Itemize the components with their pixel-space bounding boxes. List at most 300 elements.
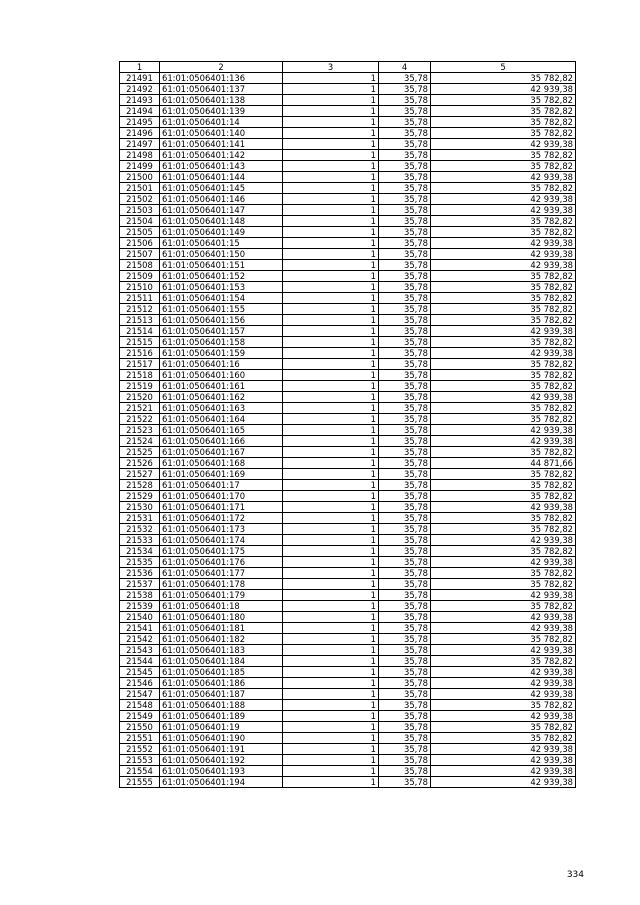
cell-row-number: 21500 xyxy=(120,172,160,183)
cell-cadastral-number: 61:01:0506401:151 xyxy=(160,260,283,271)
cell-cadastral-number: 61:01:0506401:163 xyxy=(160,403,283,414)
cell-row-number: 21502 xyxy=(120,194,160,205)
cell-amount: 35 782,82 xyxy=(431,524,576,535)
cell-value: 35,78 xyxy=(379,359,431,370)
table-row xyxy=(120,238,576,249)
cell-row-number: 21494 xyxy=(120,106,160,117)
cell-value: 35,78 xyxy=(379,579,431,590)
cell-value: 35,78 xyxy=(379,656,431,667)
cell-cadastral-number: 61:01:0506401:188 xyxy=(160,700,283,711)
cell-row-number: 21531 xyxy=(120,513,160,524)
cell-cadastral-number: 61:01:0506401:141 xyxy=(160,139,283,150)
cell-amount: 35 782,82 xyxy=(431,128,576,139)
cell-quantity: 1 xyxy=(283,106,379,117)
cell-value: 35,78 xyxy=(379,194,431,205)
cell-row-number: 21532 xyxy=(120,524,160,535)
table-row xyxy=(120,348,576,359)
cell-row-number: 21551 xyxy=(120,733,160,744)
cell-amount: 42 939,38 xyxy=(431,172,576,183)
cell-amount: 35 782,82 xyxy=(431,106,576,117)
cell-value: 35,78 xyxy=(379,744,431,755)
cell-cadastral-number: 61:01:0506401:186 xyxy=(160,678,283,689)
cell-value: 35,78 xyxy=(379,205,431,216)
cell-row-number: 21495 xyxy=(120,117,160,128)
cell-cadastral-number: 61:01:0506401:19 xyxy=(160,722,283,733)
cell-row-number: 21542 xyxy=(120,634,160,645)
cell-amount: 42 939,38 xyxy=(431,139,576,150)
cell-row-number: 21540 xyxy=(120,612,160,623)
table-row xyxy=(120,392,576,403)
cell-quantity: 1 xyxy=(283,711,379,722)
cell-value: 35,78 xyxy=(379,700,431,711)
cell-value: 35,78 xyxy=(379,117,431,128)
cell-value: 35,78 xyxy=(379,524,431,535)
cell-cadastral-number: 61:01:0506401:155 xyxy=(160,304,283,315)
cell-value: 35,78 xyxy=(379,106,431,117)
cell-cadastral-number: 61:01:0506401:154 xyxy=(160,293,283,304)
cell-amount: 35 782,82 xyxy=(431,150,576,161)
cell-quantity: 1 xyxy=(283,293,379,304)
cell-amount: 35 782,82 xyxy=(431,293,576,304)
cell-amount: 35 782,82 xyxy=(431,216,576,227)
cell-amount: 35 782,82 xyxy=(431,722,576,733)
cell-amount: 35 782,82 xyxy=(431,370,576,381)
cell-value: 35,78 xyxy=(379,491,431,502)
cell-amount: 42 939,38 xyxy=(431,392,576,403)
cell-value: 35,78 xyxy=(379,645,431,656)
table-row xyxy=(120,183,576,194)
cell-cadastral-number: 61:01:0506401:157 xyxy=(160,326,283,337)
table-row xyxy=(120,128,576,139)
cell-amount: 35 782,82 xyxy=(431,546,576,557)
cell-value: 35,78 xyxy=(379,183,431,194)
cell-value: 35,78 xyxy=(379,623,431,634)
cell-quantity: 1 xyxy=(283,337,379,348)
cell-cadastral-number: 61:01:0506401:190 xyxy=(160,733,283,744)
table-row xyxy=(120,678,576,689)
table-row xyxy=(120,403,576,414)
table-row xyxy=(120,557,576,568)
cell-row-number: 21517 xyxy=(120,359,160,370)
cell-amount: 42 939,38 xyxy=(431,590,576,601)
cell-amount: 35 782,82 xyxy=(431,733,576,744)
cell-value: 35,78 xyxy=(379,381,431,392)
cell-cadastral-number: 61:01:0506401:178 xyxy=(160,579,283,590)
cell-quantity: 1 xyxy=(283,73,379,84)
cell-row-number: 21544 xyxy=(120,656,160,667)
cell-value: 35,78 xyxy=(379,546,431,557)
cell-quantity: 1 xyxy=(283,117,379,128)
cell-value: 35,78 xyxy=(379,469,431,480)
cell-cadastral-number: 61:01:0506401:169 xyxy=(160,469,283,480)
cell-quantity: 1 xyxy=(283,128,379,139)
cell-value: 35,78 xyxy=(379,590,431,601)
cell-cadastral-number: 61:01:0506401:170 xyxy=(160,491,283,502)
cell-value: 35,78 xyxy=(379,733,431,744)
table-row xyxy=(120,546,576,557)
cell-quantity: 1 xyxy=(283,161,379,172)
cell-amount: 35 782,82 xyxy=(431,447,576,458)
cell-quantity: 1 xyxy=(283,491,379,502)
cell-row-number: 21536 xyxy=(120,568,160,579)
cell-amount: 42 939,38 xyxy=(431,348,576,359)
table-row xyxy=(120,95,576,106)
cell-amount: 35 782,82 xyxy=(431,161,576,172)
cell-value: 35,78 xyxy=(379,403,431,414)
cell-row-number: 21534 xyxy=(120,546,160,557)
cell-quantity: 1 xyxy=(283,447,379,458)
cell-value: 35,78 xyxy=(379,502,431,513)
cell-value: 35,78 xyxy=(379,513,431,524)
table-row xyxy=(120,568,576,579)
cell-quantity: 1 xyxy=(283,689,379,700)
table-row xyxy=(120,733,576,744)
cell-row-number: 21496 xyxy=(120,128,160,139)
cell-value: 35,78 xyxy=(379,128,431,139)
cell-value: 35,78 xyxy=(379,722,431,733)
cell-cadastral-number: 61:01:0506401:189 xyxy=(160,711,283,722)
cell-quantity: 1 xyxy=(283,524,379,535)
cell-amount: 35 782,82 xyxy=(431,73,576,84)
cell-value: 35,78 xyxy=(379,304,431,315)
cell-amount: 42 939,38 xyxy=(431,711,576,722)
cell-value: 35,78 xyxy=(379,414,431,425)
table-row xyxy=(120,271,576,282)
cell-cadastral-number: 61:01:0506401:176 xyxy=(160,557,283,568)
cell-amount: 42 939,38 xyxy=(431,502,576,513)
cell-row-number: 21503 xyxy=(120,205,160,216)
cell-row-number: 21527 xyxy=(120,469,160,480)
cell-row-number: 21524 xyxy=(120,436,160,447)
cell-cadastral-number: 61:01:0506401:182 xyxy=(160,634,283,645)
cell-row-number: 21491 xyxy=(120,73,160,84)
cell-cadastral-number: 61:01:0506401:171 xyxy=(160,502,283,513)
cell-row-number: 21512 xyxy=(120,304,160,315)
header-col-4: 4 xyxy=(379,62,431,73)
cell-quantity: 1 xyxy=(283,304,379,315)
cell-row-number: 21535 xyxy=(120,557,160,568)
table-row xyxy=(120,425,576,436)
cell-quantity: 1 xyxy=(283,744,379,755)
cell-row-number: 21545 xyxy=(120,667,160,678)
table-row xyxy=(120,535,576,546)
cell-row-number: 21497 xyxy=(120,139,160,150)
cell-value: 35,78 xyxy=(379,766,431,777)
cell-amount: 42 939,38 xyxy=(431,260,576,271)
cell-value: 35,78 xyxy=(379,689,431,700)
table-row xyxy=(120,623,576,634)
cell-row-number: 21528 xyxy=(120,480,160,491)
table-row xyxy=(120,227,576,238)
cell-row-number: 21541 xyxy=(120,623,160,634)
cell-quantity: 1 xyxy=(283,579,379,590)
cell-amount: 35 782,82 xyxy=(431,117,576,128)
cell-row-number: 21510 xyxy=(120,282,160,293)
table-row xyxy=(120,326,576,337)
cell-cadastral-number: 61:01:0506401:147 xyxy=(160,205,283,216)
cell-quantity: 1 xyxy=(283,513,379,524)
cell-row-number: 21552 xyxy=(120,744,160,755)
cell-amount: 42 939,38 xyxy=(431,194,576,205)
cell-cadastral-number: 61:01:0506401:181 xyxy=(160,623,283,634)
table-row xyxy=(120,370,576,381)
table-row xyxy=(120,106,576,117)
data-table xyxy=(119,61,576,788)
cell-row-number: 21507 xyxy=(120,249,160,260)
cell-amount: 42 939,38 xyxy=(431,436,576,447)
cell-row-number: 21493 xyxy=(120,95,160,106)
cell-cadastral-number: 61:01:0506401:160 xyxy=(160,370,283,381)
cell-cadastral-number: 61:01:0506401:167 xyxy=(160,447,283,458)
cell-value: 35,78 xyxy=(379,315,431,326)
cell-amount: 42 939,38 xyxy=(431,678,576,689)
cell-row-number: 21519 xyxy=(120,381,160,392)
table-row xyxy=(120,502,576,513)
table-row xyxy=(120,172,576,183)
table-row xyxy=(120,667,576,678)
table-row xyxy=(120,260,576,271)
cell-row-number: 21537 xyxy=(120,579,160,590)
cell-quantity: 1 xyxy=(283,557,379,568)
cell-amount: 35 782,82 xyxy=(431,568,576,579)
cell-cadastral-number: 61:01:0506401:180 xyxy=(160,612,283,623)
cell-row-number: 21548 xyxy=(120,700,160,711)
cell-quantity: 1 xyxy=(283,260,379,271)
table-row xyxy=(120,590,576,601)
table-row xyxy=(120,469,576,480)
cell-quantity: 1 xyxy=(283,755,379,766)
cell-cadastral-number: 61:01:0506401:138 xyxy=(160,95,283,106)
table-row xyxy=(120,293,576,304)
cell-cadastral-number: 61:01:0506401:156 xyxy=(160,315,283,326)
cell-row-number: 21505 xyxy=(120,227,160,238)
table-row xyxy=(120,249,576,260)
cell-cadastral-number: 61:01:0506401:166 xyxy=(160,436,283,447)
cell-amount: 35 782,82 xyxy=(431,634,576,645)
cell-row-number: 21546 xyxy=(120,678,160,689)
cell-quantity: 1 xyxy=(283,634,379,645)
cell-cadastral-number: 61:01:0506401:172 xyxy=(160,513,283,524)
cell-cadastral-number: 61:01:0506401:173 xyxy=(160,524,283,535)
cell-quantity: 1 xyxy=(283,502,379,513)
cell-cadastral-number: 61:01:0506401:16 xyxy=(160,359,283,370)
cell-value: 35,78 xyxy=(379,480,431,491)
cell-row-number: 21520 xyxy=(120,392,160,403)
cell-quantity: 1 xyxy=(283,348,379,359)
table-row xyxy=(120,194,576,205)
cell-row-number: 21526 xyxy=(120,458,160,469)
cell-row-number: 21539 xyxy=(120,601,160,612)
cell-cadastral-number: 61:01:0506401:144 xyxy=(160,172,283,183)
table-row xyxy=(120,755,576,766)
cell-amount: 42 939,38 xyxy=(431,645,576,656)
table-row xyxy=(120,601,576,612)
cell-amount: 35 782,82 xyxy=(431,403,576,414)
table-row xyxy=(120,656,576,667)
cell-amount: 42 939,38 xyxy=(431,425,576,436)
cell-value: 35,78 xyxy=(379,216,431,227)
cell-row-number: 21516 xyxy=(120,348,160,359)
cell-cadastral-number: 61:01:0506401:164 xyxy=(160,414,283,425)
table-body xyxy=(120,73,576,788)
cell-value: 35,78 xyxy=(379,425,431,436)
cell-value: 35,78 xyxy=(379,557,431,568)
cell-cadastral-number: 61:01:0506401:149 xyxy=(160,227,283,238)
cell-quantity: 1 xyxy=(283,722,379,733)
cell-row-number: 21506 xyxy=(120,238,160,249)
cell-cadastral-number: 61:01:0506401:159 xyxy=(160,348,283,359)
table-row xyxy=(120,381,576,392)
cell-value: 35,78 xyxy=(379,447,431,458)
cell-amount: 35 782,82 xyxy=(431,491,576,502)
cell-row-number: 21547 xyxy=(120,689,160,700)
cell-value: 35,78 xyxy=(379,667,431,678)
cell-amount: 35 782,82 xyxy=(431,183,576,194)
cell-cadastral-number: 61:01:0506401:174 xyxy=(160,535,283,546)
cell-row-number: 21509 xyxy=(120,271,160,282)
cell-value: 35,78 xyxy=(379,711,431,722)
cell-amount: 42 939,38 xyxy=(431,249,576,260)
cell-value: 35,78 xyxy=(379,282,431,293)
cell-row-number: 21521 xyxy=(120,403,160,414)
cell-row-number: 21533 xyxy=(120,535,160,546)
cell-cadastral-number: 61:01:0506401:162 xyxy=(160,392,283,403)
cell-amount: 42 939,38 xyxy=(431,205,576,216)
cell-amount: 35 782,82 xyxy=(431,282,576,293)
cell-quantity: 1 xyxy=(283,700,379,711)
cell-amount: 42 939,38 xyxy=(431,689,576,700)
table-row xyxy=(120,205,576,216)
table-row xyxy=(120,216,576,227)
cell-amount: 35 782,82 xyxy=(431,656,576,667)
cell-cadastral-number: 61:01:0506401:175 xyxy=(160,546,283,557)
cell-quantity: 1 xyxy=(283,403,379,414)
cell-value: 35,78 xyxy=(379,161,431,172)
table-row xyxy=(120,337,576,348)
cell-row-number: 21523 xyxy=(120,425,160,436)
table-row xyxy=(120,480,576,491)
cell-value: 35,78 xyxy=(379,271,431,282)
cell-amount: 35 782,82 xyxy=(431,337,576,348)
cell-quantity: 1 xyxy=(283,436,379,447)
table-row xyxy=(120,304,576,315)
cell-amount: 35 782,82 xyxy=(431,579,576,590)
cell-cadastral-number: 61:01:0506401:152 xyxy=(160,271,283,282)
cell-cadastral-number: 61:01:0506401:18 xyxy=(160,601,283,612)
cell-quantity: 1 xyxy=(283,95,379,106)
cell-row-number: 21508 xyxy=(120,260,160,271)
cell-row-number: 21554 xyxy=(120,766,160,777)
cell-quantity: 1 xyxy=(283,84,379,95)
cell-quantity: 1 xyxy=(283,601,379,612)
cell-row-number: 21555 xyxy=(120,777,160,788)
cell-quantity: 1 xyxy=(283,535,379,546)
cell-quantity: 1 xyxy=(283,612,379,623)
table-row xyxy=(120,766,576,777)
cell-quantity: 1 xyxy=(283,766,379,777)
cell-quantity: 1 xyxy=(283,282,379,293)
cell-quantity: 1 xyxy=(283,777,379,788)
cell-cadastral-number: 61:01:0506401:146 xyxy=(160,194,283,205)
cell-cadastral-number: 61:01:0506401:184 xyxy=(160,656,283,667)
cell-value: 35,78 xyxy=(379,601,431,612)
table-row xyxy=(120,689,576,700)
cell-value: 35,78 xyxy=(379,337,431,348)
table-row xyxy=(120,634,576,645)
header-col-1: 1 xyxy=(120,62,160,73)
cell-amount: 35 782,82 xyxy=(431,227,576,238)
cell-amount: 35 782,82 xyxy=(431,601,576,612)
cell-quantity: 1 xyxy=(283,271,379,282)
cell-quantity: 1 xyxy=(283,392,379,403)
cell-cadastral-number: 61:01:0506401:139 xyxy=(160,106,283,117)
table-row xyxy=(120,282,576,293)
cell-amount: 42 939,38 xyxy=(431,535,576,546)
cell-row-number: 21513 xyxy=(120,315,160,326)
cell-amount: 35 782,82 xyxy=(431,469,576,480)
cell-quantity: 1 xyxy=(283,733,379,744)
cell-quantity: 1 xyxy=(283,469,379,480)
cell-value: 35,78 xyxy=(379,370,431,381)
cell-value: 35,78 xyxy=(379,634,431,645)
table-row xyxy=(120,700,576,711)
cell-quantity: 1 xyxy=(283,326,379,337)
header-col-3: 3 xyxy=(283,62,379,73)
cell-cadastral-number: 61:01:0506401:179 xyxy=(160,590,283,601)
table-row xyxy=(120,117,576,128)
cell-value: 35,78 xyxy=(379,73,431,84)
cell-value: 35,78 xyxy=(379,150,431,161)
cell-quantity: 1 xyxy=(283,414,379,425)
cell-cadastral-number: 61:01:0506401:153 xyxy=(160,282,283,293)
cell-cadastral-number: 61:01:0506401:193 xyxy=(160,766,283,777)
cell-row-number: 21499 xyxy=(120,161,160,172)
cell-quantity: 1 xyxy=(283,172,379,183)
cell-value: 35,78 xyxy=(379,326,431,337)
cell-cadastral-number: 61:01:0506401:142 xyxy=(160,150,283,161)
cell-amount: 42 939,38 xyxy=(431,557,576,568)
cell-row-number: 21501 xyxy=(120,183,160,194)
cell-value: 35,78 xyxy=(379,777,431,788)
cell-cadastral-number: 61:01:0506401:137 xyxy=(160,84,283,95)
cell-cadastral-number: 61:01:0506401:185 xyxy=(160,667,283,678)
table-row xyxy=(120,150,576,161)
cell-row-number: 21492 xyxy=(120,84,160,95)
cell-cadastral-number: 61:01:0506401:145 xyxy=(160,183,283,194)
cell-value: 35,78 xyxy=(379,568,431,579)
cell-value: 35,78 xyxy=(379,172,431,183)
table-row xyxy=(120,84,576,95)
cell-amount: 35 782,82 xyxy=(431,414,576,425)
header-col-5: 5 xyxy=(431,62,576,73)
table-row xyxy=(120,645,576,656)
cell-row-number: 21511 xyxy=(120,293,160,304)
cell-quantity: 1 xyxy=(283,645,379,656)
cell-amount: 35 782,82 xyxy=(431,700,576,711)
table-row xyxy=(120,73,576,84)
cell-quantity: 1 xyxy=(283,205,379,216)
cell-row-number: 21529 xyxy=(120,491,160,502)
cell-row-number: 21553 xyxy=(120,755,160,766)
cell-cadastral-number: 61:01:0506401:192 xyxy=(160,755,283,766)
cell-quantity: 1 xyxy=(283,568,379,579)
cell-cadastral-number: 61:01:0506401:14 xyxy=(160,117,283,128)
table-row xyxy=(120,414,576,425)
cell-row-number: 21530 xyxy=(120,502,160,513)
table-row xyxy=(120,711,576,722)
table-row xyxy=(120,513,576,524)
cell-cadastral-number: 61:01:0506401:191 xyxy=(160,744,283,755)
